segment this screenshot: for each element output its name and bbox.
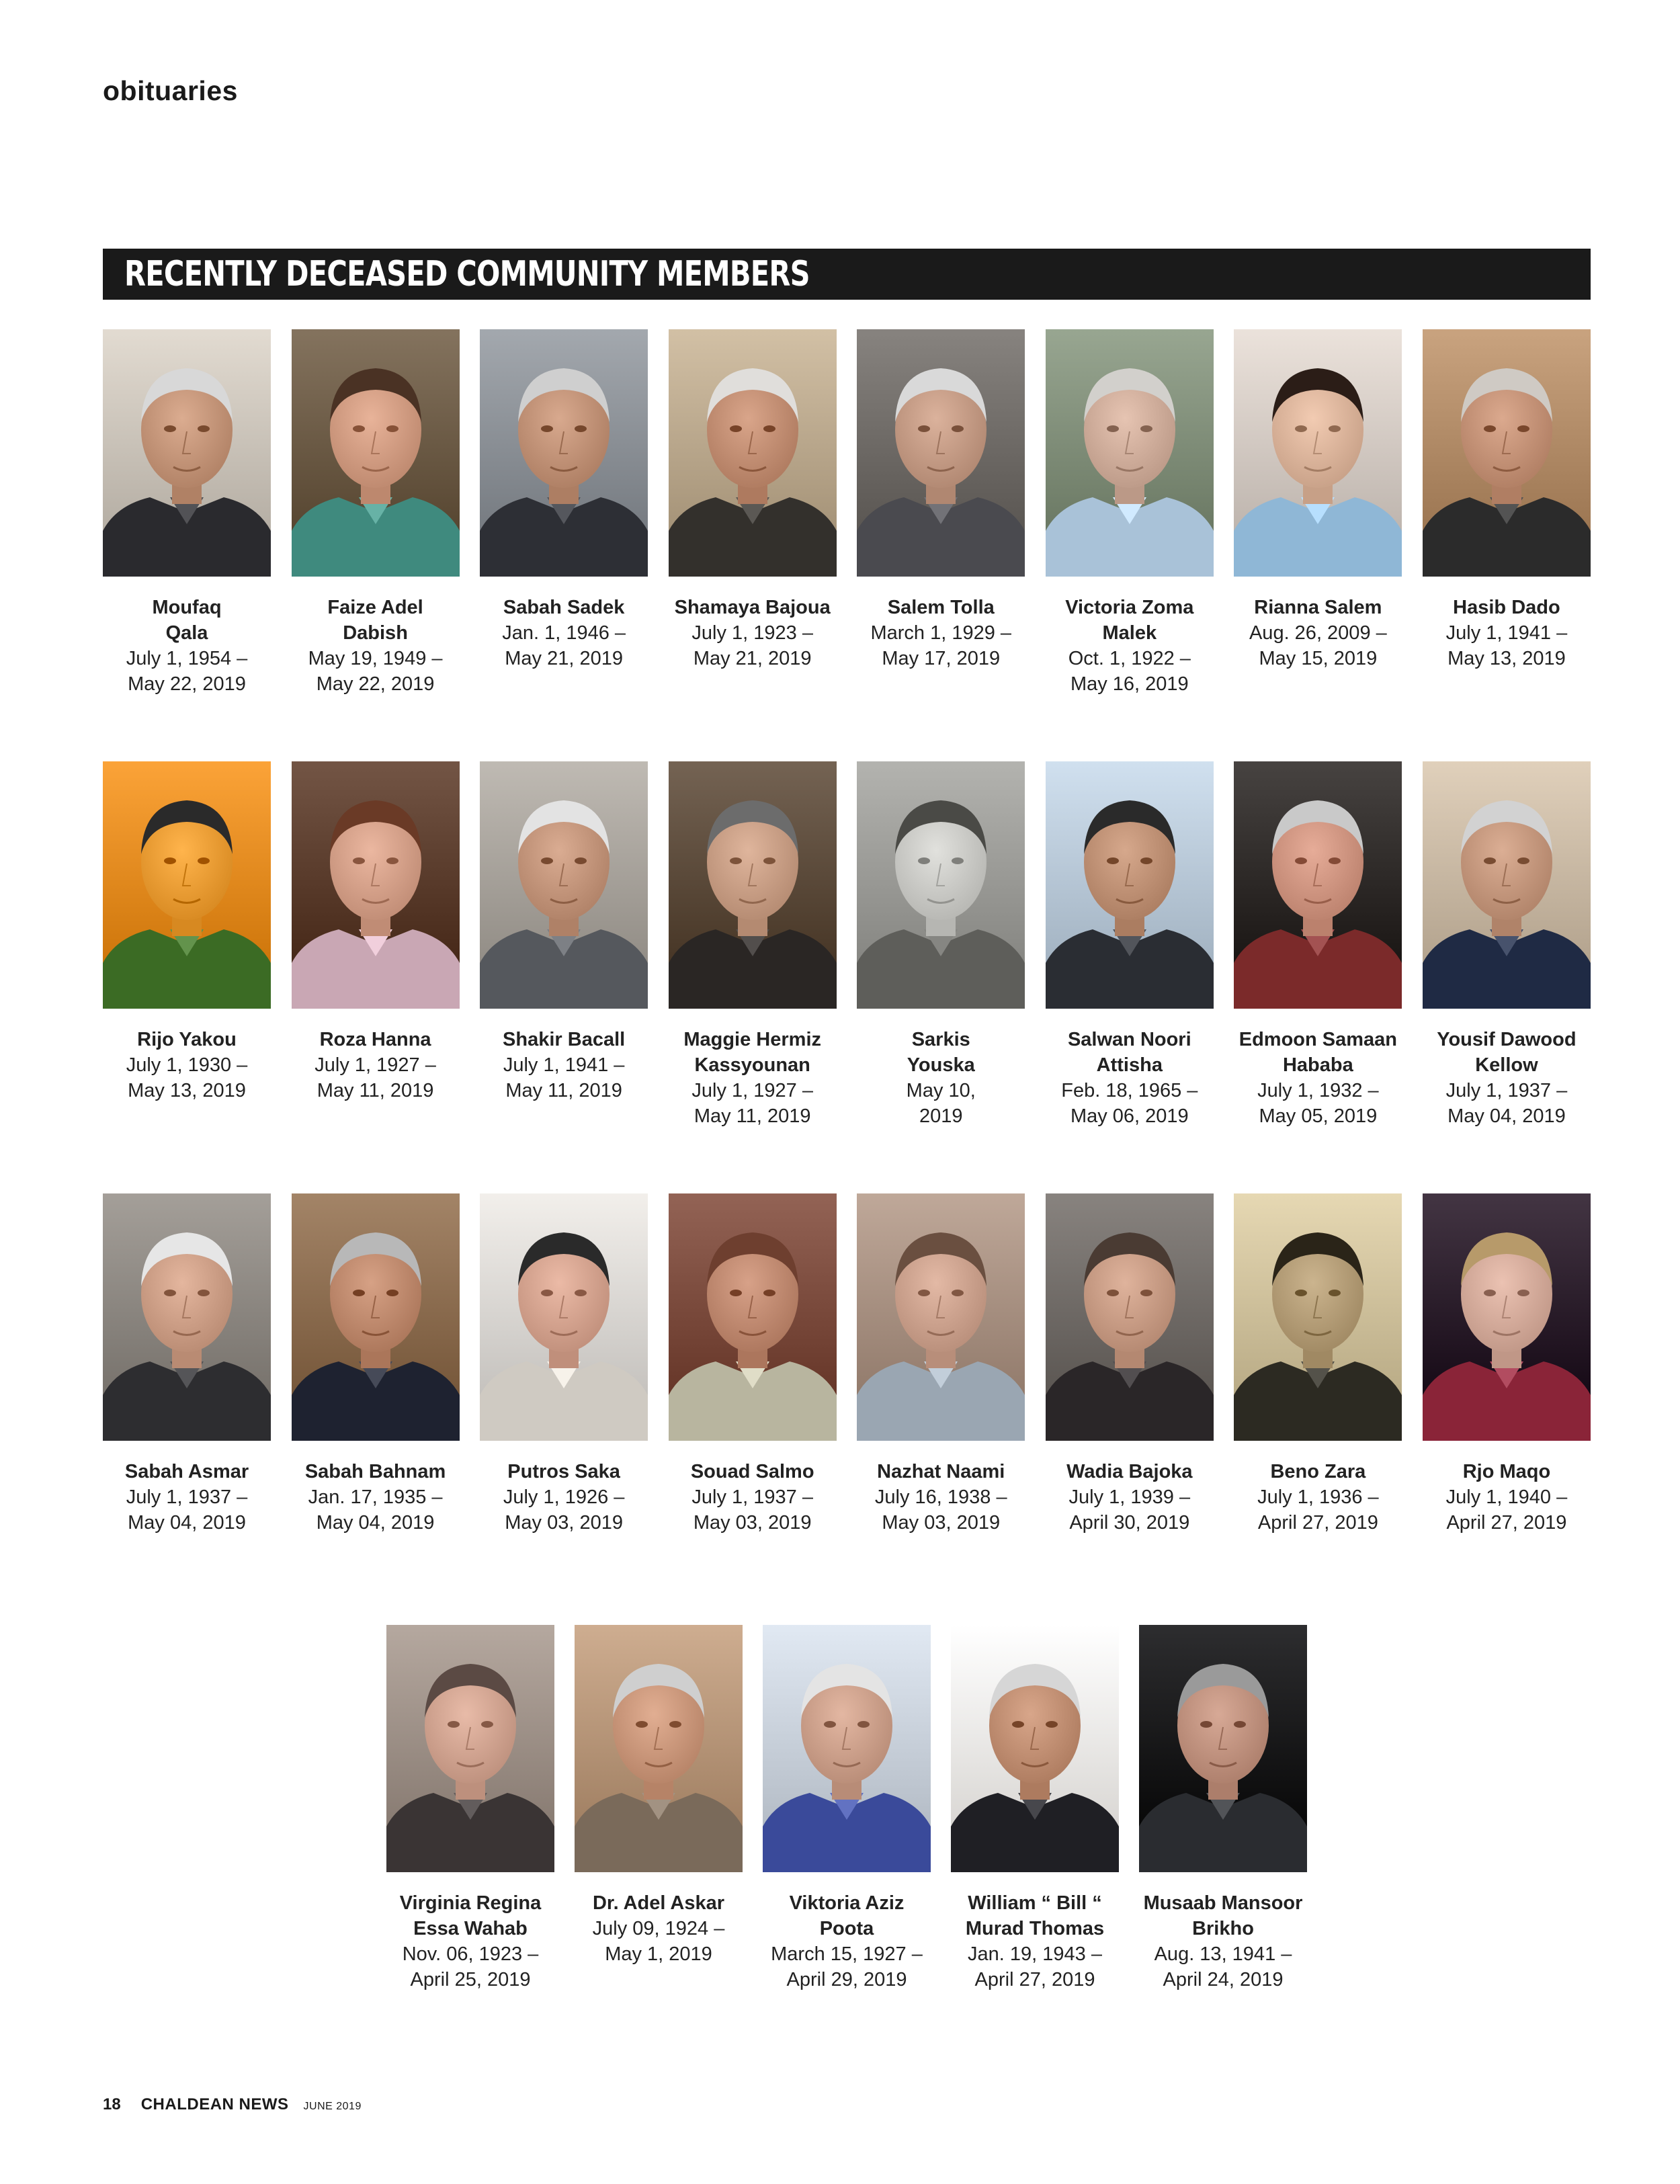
obituary-card: [1046, 761, 1214, 1129]
life-dates: Aug. 13, 1941 –: [1154, 1943, 1292, 1965]
life-dates: July 1, 1930 –: [126, 1054, 248, 1076]
obituary-card: [857, 761, 1025, 1129]
life-dates: July 1, 1941 –: [1445, 622, 1568, 644]
obituary-card: [951, 1625, 1119, 1992]
obituary-caption: [1406, 1459, 1607, 1536]
deceased-name: Wadia Bajoka: [1066, 1461, 1193, 1482]
obituary-row-2: [103, 761, 1591, 1129]
deceased-name: Sabah Sadek: [503, 597, 625, 618]
obituary-caption: [1029, 1027, 1230, 1129]
life-dates: May 16, 2019: [1070, 673, 1189, 695]
obituary-caption: [1406, 595, 1607, 671]
deceased-name: Malek: [1102, 622, 1157, 644]
deceased-name: Qala: [165, 622, 208, 644]
obituary-caption: [652, 595, 853, 671]
life-dates: May 03, 2019: [693, 1512, 812, 1534]
deceased-name: Maggie Hermiz: [683, 1029, 822, 1050]
deceased-name: Essa Wahab: [413, 1918, 528, 1939]
obituary-caption: [463, 1459, 665, 1536]
deceased-name: Victoria Zoma: [1065, 597, 1194, 618]
life-dates: May 03, 2019: [505, 1512, 623, 1534]
deceased-name: Virginia Regina: [399, 1892, 542, 1914]
publication-name: CHALDEAN NEWS: [140, 2095, 289, 2113]
obituary-card: [480, 761, 648, 1129]
life-dates: May 04, 2019: [316, 1512, 435, 1534]
life-dates: April 27, 2019: [1446, 1512, 1567, 1534]
obituary-caption: [746, 1890, 948, 1992]
deceased-name: Kellow: [1475, 1054, 1538, 1076]
life-dates: July 1, 1923 –: [691, 622, 813, 644]
obituary-caption: [1217, 595, 1419, 671]
obituary-caption: [840, 595, 1042, 671]
obituary-caption: [1122, 1890, 1324, 1992]
portrait-photo: [1046, 761, 1214, 1009]
life-dates: July 1, 1932 –: [1257, 1080, 1379, 1101]
obituary-card: [103, 761, 271, 1129]
life-dates: July 1, 1936 –: [1257, 1486, 1379, 1508]
life-dates: May 1, 2019: [605, 1943, 712, 1965]
portrait-photo: [763, 1625, 931, 1872]
portrait-photo: [480, 1193, 648, 1441]
deceased-name: Yousif Dawood: [1437, 1029, 1577, 1050]
obituary-card: [1234, 761, 1402, 1129]
deceased-name: Poota: [819, 1918, 874, 1939]
life-dates: July 1, 1941 –: [503, 1054, 625, 1076]
life-dates: May 04, 2019: [1447, 1105, 1566, 1127]
life-dates: Jan. 17, 1935 –: [308, 1486, 443, 1508]
deceased-name: Shamaya Bajoua: [674, 597, 831, 618]
deceased-name: Musaab Mansoor: [1143, 1892, 1303, 1914]
portrait-photo: [1234, 761, 1402, 1009]
obituary-card: [1423, 761, 1591, 1129]
portrait-photo: [857, 329, 1025, 577]
portrait-photo: [1423, 1193, 1591, 1441]
deceased-name: Rianna Salem: [1254, 597, 1382, 618]
obituary-card: [669, 761, 837, 1129]
portrait-photo: [1139, 1625, 1307, 1872]
deceased-name: Dr. Adel Askar: [592, 1892, 725, 1914]
portrait-photo: [1234, 329, 1402, 577]
obituary-caption: [1217, 1459, 1419, 1536]
life-dates: Aug. 26, 2009 –: [1249, 622, 1387, 644]
portrait-photo: [669, 329, 837, 577]
obituary-card: [292, 761, 460, 1129]
deceased-name: Viktoria Aziz: [789, 1892, 905, 1914]
obituary-row-1: [103, 329, 1591, 697]
portrait-photo: [669, 761, 837, 1009]
deceased-name: Edmoon Samaan: [1238, 1029, 1398, 1050]
deceased-name: Brikho: [1192, 1918, 1254, 1939]
section-label: obituaries: [103, 75, 238, 106]
issue-date: JUNE 2019: [303, 2101, 362, 2112]
portrait-photo: [1423, 761, 1591, 1009]
life-dates: March 15, 1927 –: [771, 1943, 923, 1965]
obituary-caption: [370, 1890, 571, 1992]
obituary-card: [292, 329, 460, 697]
life-dates: Jan. 1, 1946 –: [502, 622, 626, 644]
life-dates: April 29, 2019: [786, 1969, 907, 1990]
life-dates: 2019: [919, 1105, 963, 1127]
life-dates: May 13, 2019: [128, 1080, 246, 1101]
obituary-card: [763, 1625, 931, 1992]
deceased-name: Moufaq: [152, 597, 222, 618]
deceased-name: Youska: [907, 1054, 975, 1076]
obituary-card: [1046, 329, 1214, 697]
obituary-card: [857, 329, 1025, 697]
portrait-photo: [103, 1193, 271, 1441]
portrait-photo: [480, 761, 648, 1009]
deceased-name: Putros Saka: [507, 1461, 620, 1482]
obituary-caption: [275, 595, 476, 697]
life-dates: Jan. 19, 1943 –: [968, 1943, 1102, 1965]
life-dates: May 19, 1949 –: [308, 648, 443, 669]
portrait-photo: [1046, 1193, 1214, 1441]
obituary-caption: [934, 1890, 1136, 1992]
deceased-name: Kassyounan: [694, 1054, 810, 1076]
obituary-card: [103, 1193, 271, 1536]
life-dates: July 1, 1926 –: [503, 1486, 625, 1508]
obituary-card: [480, 329, 648, 697]
life-dates: May 17, 2019: [882, 648, 1001, 669]
life-dates: April 30, 2019: [1069, 1512, 1190, 1534]
life-dates: May 11, 2019: [317, 1080, 434, 1101]
deceased-name: Rijo Yakou: [137, 1029, 237, 1050]
obituary-caption: [652, 1027, 853, 1129]
life-dates: April 24, 2019: [1163, 1969, 1284, 1990]
life-dates: April 27, 2019: [1257, 1512, 1378, 1534]
life-dates: April 25, 2019: [410, 1969, 531, 1990]
life-dates: May 11, 2019: [694, 1105, 811, 1127]
deceased-name: Sarkis: [911, 1029, 970, 1050]
deceased-name: Shakir Bacall: [503, 1029, 626, 1050]
obituary-caption: [652, 1459, 853, 1536]
portrait-photo: [1234, 1193, 1402, 1441]
obituary-card: [480, 1193, 648, 1536]
life-dates: May 04, 2019: [128, 1512, 246, 1534]
portrait-photo: [669, 1193, 837, 1441]
obituary-row-4: [103, 1625, 1591, 1992]
life-dates: July 16, 1938 –: [874, 1486, 1007, 1508]
page-number: 18: [103, 2095, 121, 2113]
life-dates: July 1, 1927 –: [314, 1054, 436, 1076]
deceased-name: Dabish: [343, 622, 408, 644]
deceased-name: Murad Thomas: [965, 1918, 1105, 1939]
life-dates: July 1, 1937 –: [691, 1486, 813, 1508]
obituary-row-3: [103, 1193, 1591, 1536]
obituary-card: [669, 1193, 837, 1536]
obituary-card: [575, 1625, 743, 1992]
portrait-photo: [292, 761, 460, 1009]
deceased-name: Faize Adel: [327, 597, 423, 618]
obituary-caption: [840, 1459, 1042, 1536]
obituary-caption: [463, 1027, 665, 1103]
life-dates: July 1, 1939 –: [1068, 1486, 1191, 1508]
life-dates: Oct. 1, 1922 –: [1068, 648, 1191, 669]
obituary-caption: [463, 595, 665, 671]
obituary-caption: [1029, 595, 1230, 697]
deceased-name: Salem Tolla: [887, 597, 995, 618]
obituary-caption: [86, 595, 288, 697]
deceased-name: Rjo Maqo: [1462, 1461, 1551, 1482]
life-dates: Feb. 18, 1965 –: [1061, 1080, 1198, 1101]
portrait-photo: [575, 1625, 743, 1872]
life-dates: May 06, 2019: [1070, 1105, 1189, 1127]
banner-title: RECENTLY DECEASED COMMUNITY MEMBERS: [124, 254, 810, 294]
deceased-name: Sabah Asmar: [124, 1461, 249, 1482]
obituary-caption: [86, 1459, 288, 1536]
portrait-photo: [292, 329, 460, 577]
life-dates: May 21, 2019: [693, 648, 812, 669]
obituary-card: [103, 329, 271, 697]
portrait-photo: [951, 1625, 1119, 1872]
obituary-caption: [275, 1459, 476, 1536]
life-dates: July 1, 1927 –: [691, 1080, 813, 1101]
portrait-photo: [292, 1193, 460, 1441]
life-dates: May 05, 2019: [1259, 1105, 1378, 1127]
obituary-card: [669, 329, 837, 697]
obituary-card: [1046, 1193, 1214, 1536]
deceased-name: Sabah Bahnam: [304, 1461, 446, 1482]
obituary-caption: [1217, 1027, 1419, 1129]
obituary-card: [386, 1625, 554, 1992]
life-dates: July 1, 1937 –: [126, 1486, 248, 1508]
deceased-name: Nazhat Naami: [877, 1461, 1005, 1482]
life-dates: July 09, 1924 –: [592, 1918, 725, 1939]
life-dates: May 13, 2019: [1447, 648, 1566, 669]
section-banner: [103, 249, 1591, 300]
obituary-caption: [840, 1027, 1042, 1129]
obituary-caption: [1029, 1459, 1230, 1536]
obituary-card: [1423, 1193, 1591, 1536]
obituary-card: [1234, 1193, 1402, 1536]
obituary-caption: [558, 1890, 759, 1967]
life-dates: May 22, 2019: [128, 673, 246, 695]
portrait-photo: [857, 1193, 1025, 1441]
obituary-card: [1139, 1625, 1307, 1992]
page-footer: [103, 2095, 362, 2114]
obituary-card: [857, 1193, 1025, 1536]
portrait-photo: [386, 1625, 554, 1872]
deceased-name: Salwan Noori: [1067, 1029, 1191, 1050]
deceased-name: William “ Bill “: [968, 1892, 1102, 1914]
deceased-name: Souad Salmo: [690, 1461, 814, 1482]
life-dates: May 03, 2019: [882, 1512, 1001, 1534]
life-dates: March 1, 1929 –: [870, 622, 1012, 644]
life-dates: May 21, 2019: [505, 648, 623, 669]
life-dates: May 11, 2019: [505, 1080, 622, 1101]
life-dates: July 1, 1937 –: [1445, 1080, 1568, 1101]
life-dates: Nov. 06, 1923 –: [402, 1943, 539, 1965]
obituary-caption: [275, 1027, 476, 1103]
deceased-name: Roza Hanna: [319, 1029, 431, 1050]
portrait-photo: [857, 761, 1025, 1009]
portrait-photo: [1046, 329, 1214, 577]
deceased-name: Hasib Dado: [1453, 597, 1560, 618]
life-dates: May 10,: [906, 1080, 976, 1101]
life-dates: July 1, 1954 –: [126, 648, 248, 669]
portrait-photo: [1423, 329, 1591, 577]
life-dates: May 15, 2019: [1259, 648, 1378, 669]
life-dates: April 27, 2019: [974, 1969, 1095, 1990]
portrait-photo: [103, 329, 271, 577]
deceased-name: Attisha: [1096, 1054, 1163, 1076]
obituary-caption: [86, 1027, 288, 1103]
portrait-photo: [480, 329, 648, 577]
portrait-photo: [103, 761, 271, 1009]
obituary-caption: [1406, 1027, 1607, 1129]
deceased-name: Hababa: [1282, 1054, 1353, 1076]
obituary-card: [292, 1193, 460, 1536]
obituary-card: [1234, 329, 1402, 697]
obituary-card: [1423, 329, 1591, 697]
life-dates: July 1, 1940 –: [1445, 1486, 1568, 1508]
deceased-name: Beno Zara: [1270, 1461, 1366, 1482]
life-dates: May 22, 2019: [316, 673, 435, 695]
